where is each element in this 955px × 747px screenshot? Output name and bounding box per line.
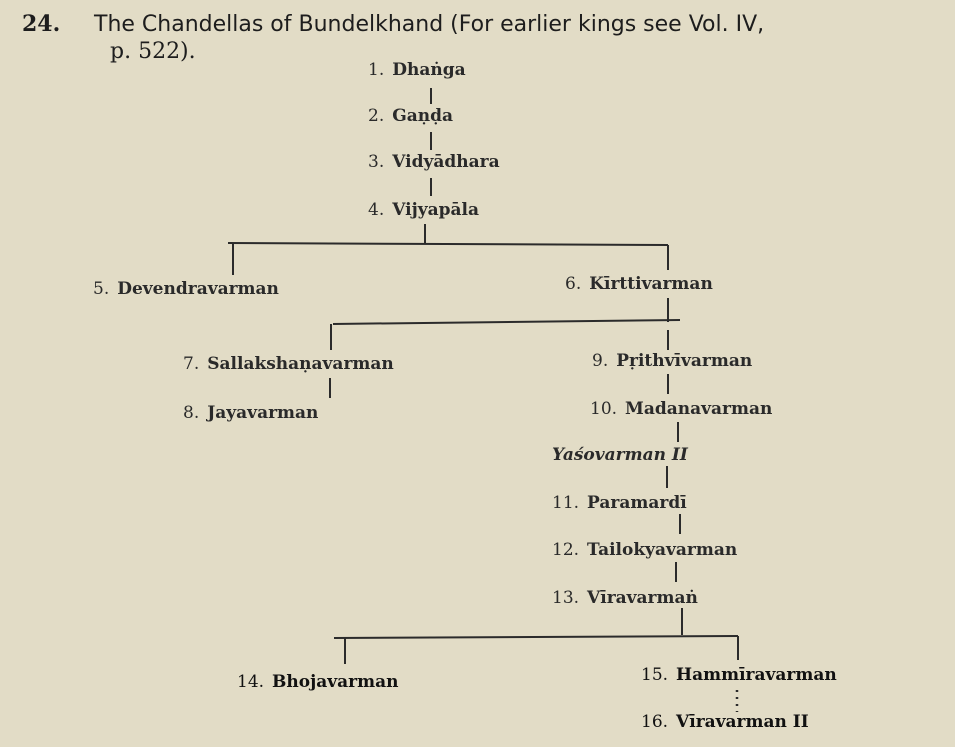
ruler-8	[183, 402, 318, 424]
ruler-10	[590, 398, 772, 420]
ruler-name: Vīravarman II	[676, 712, 809, 732]
ruler-name: Sallakshaṇavarman	[207, 354, 394, 374]
ruler-name: Devendravarman	[117, 279, 279, 299]
ruler-number: 2.	[368, 106, 385, 126]
ruler-number: 4.	[368, 200, 385, 220]
ruler-11	[552, 492, 687, 514]
ruler-9	[592, 350, 752, 372]
ruler-name: Yaśovarman II	[552, 445, 688, 465]
ruler-number: 12.	[552, 540, 580, 560]
ruler-number: 14.	[237, 672, 265, 692]
ruler-name: Dhaṅga	[392, 60, 466, 80]
ruler-number: 15.	[641, 665, 669, 685]
ruler-14	[237, 671, 399, 693]
ruler-name: Bhojavarman	[272, 672, 399, 692]
ruler-16	[641, 711, 809, 733]
branch-bar-14-15	[334, 636, 738, 638]
ruler-name: Vidyādhara	[392, 152, 500, 172]
ruler-15	[641, 664, 837, 686]
ruler-name: Gaṇḍa	[392, 106, 454, 126]
ruler-number: 6.	[565, 274, 582, 294]
ruler-name: Vijyapāla	[392, 200, 480, 220]
ruler-number: 5.	[93, 279, 110, 299]
ruler-name: Hammīravarman	[676, 665, 837, 685]
ruler-number: 10.	[590, 399, 618, 419]
ruler-number: 1.	[368, 60, 385, 80]
branch-bar-7-9	[333, 320, 680, 324]
ruler-name: Paramardī	[587, 493, 687, 513]
ruler-number: 3.	[368, 152, 385, 172]
ruler-2	[368, 105, 453, 127]
heading-line-2: p. 522).	[110, 39, 196, 64]
ruler-7	[183, 353, 394, 375]
ruler-yasovarman	[552, 444, 688, 466]
ruler-13	[552, 587, 698, 609]
ruler-name: Vīravarmaṅ	[587, 588, 698, 608]
ruler-number: 16.	[641, 712, 669, 732]
ruler-name: Madanavarman	[625, 399, 773, 419]
ruler-number: 13.	[552, 588, 580, 608]
ruler-6	[565, 273, 713, 295]
ruler-4	[368, 199, 479, 221]
heading-line-1: The Chandellas of Bundelkhand (For earlier kings see Vol. IV,	[94, 12, 765, 37]
ruler-3	[368, 151, 500, 173]
ruler-12	[552, 539, 737, 561]
ruler-name: Jayavarman	[207, 403, 319, 423]
ruler-name: Pṛithvīvarman	[616, 351, 753, 371]
ruler-name: Kīrttivarman	[589, 274, 713, 294]
ruler-1	[368, 59, 466, 81]
section-number: 24.	[22, 11, 61, 37]
ruler-number: 11.	[552, 493, 580, 513]
ruler-number: 8.	[183, 403, 200, 423]
ruler-number: 9.	[592, 351, 609, 371]
branch-bar-5-6	[228, 243, 668, 245]
ruler-number: 7.	[183, 354, 200, 374]
ruler-name: Tailokyavarman	[587, 540, 738, 560]
ruler-5	[93, 278, 279, 300]
